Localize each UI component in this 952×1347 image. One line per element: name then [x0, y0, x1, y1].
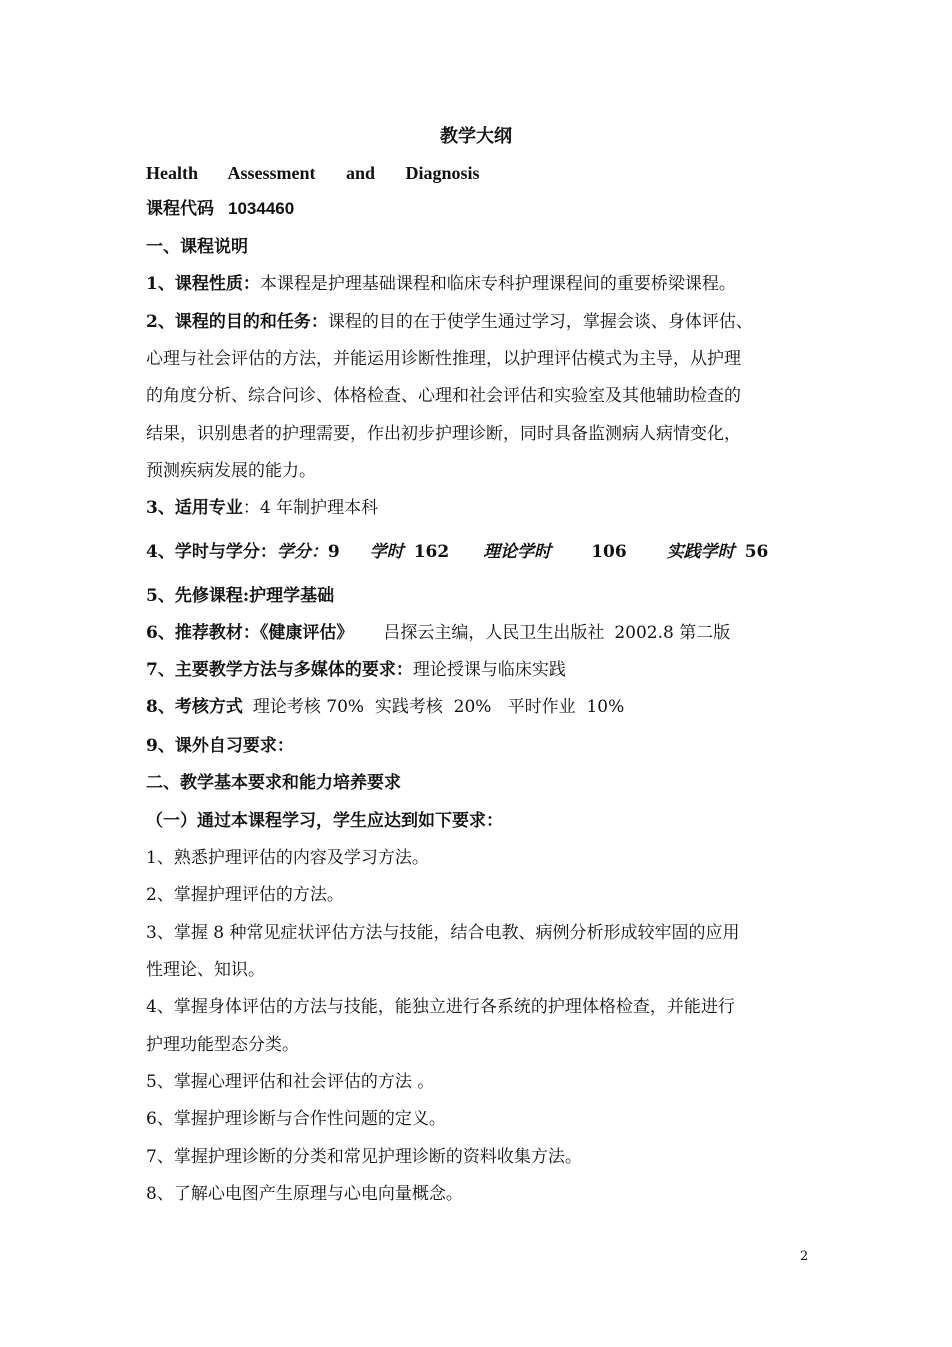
item7-label: 7、主要教学方法与多媒体的要求： — [146, 660, 413, 680]
requirement-6: 6、掌握护理诊断与合作性问题的定义。 — [146, 1109, 446, 1129]
requirement-3-line2: 性理论、知识。 — [146, 960, 265, 980]
item8-line — [146, 696, 624, 718]
practice-hours-value: 56 — [744, 542, 769, 562]
item6-text: 吕探云主编，人民卫生出版社 — [383, 623, 605, 643]
item3-text: ：4 年制护理本科 — [242, 498, 379, 518]
item8-label: 8、考核方式 — [146, 697, 243, 717]
item2-text-1: 课程的目的在于使学生通过学习，掌握会谈、身体评估、 — [327, 312, 753, 332]
item1-line — [146, 273, 736, 295]
requirement-4-line1: 4、掌握身体评估的方法与技能，能独立进行各系统的护理体格检查，并能进行 — [146, 997, 735, 1017]
item5-line: 5、先修课程:护理学基础 — [146, 586, 335, 606]
item1-label: 1、课程性质： — [146, 274, 260, 294]
item2-line5: 预测疾病发展的能力。 — [146, 461, 316, 481]
item4-line — [146, 541, 768, 563]
theory-hours-label: 理论学时 — [483, 542, 552, 562]
document-title: 教学大纲 — [440, 126, 512, 147]
english-course-title: Health Assessment and Diagnosis — [146, 163, 480, 183]
course-code-line — [146, 198, 294, 220]
item2-line3: 的角度分析、综合问诊、体格检查、心理和社会评估和实验室及其他辅助检查的 — [146, 386, 741, 406]
course-code-label: 课程代码 — [146, 199, 214, 219]
practice-hours-label: 实践学时 — [666, 542, 735, 562]
requirement-8: 8、了解心电图产生原理与心电向量概念。 — [146, 1184, 463, 1204]
course-code-value: 1034460 — [228, 199, 295, 218]
item1-text: 本课程是护理基础课程和临床专科护理课程间的重要桥梁课程。 — [259, 274, 736, 294]
item7-line — [146, 659, 566, 681]
item2-label: 2、课程的目的和任务： — [146, 312, 328, 332]
section2-heading: 二、教学基本要求和能力培养要求 — [146, 773, 401, 793]
item9-line: 9、课外自习要求： — [146, 736, 294, 756]
section1-heading: 一、课程说明 — [146, 237, 248, 257]
item3-label: 3、适用专业 — [146, 498, 243, 518]
item4-label: 4、学时与学分： — [146, 542, 277, 562]
theory-hours-value: 106 — [591, 542, 627, 562]
item8-text: 理论考核 70% 实践考核 20% 平时作业 10% — [252, 697, 625, 717]
hours-label: 学时 — [369, 542, 404, 562]
requirement-4-line2: 护理功能型态分类。 — [146, 1035, 299, 1055]
page-number: 2 — [800, 1249, 809, 1264]
item3-line — [146, 497, 378, 519]
requirement-2: 2、掌握护理评估的方法。 — [146, 885, 344, 905]
requirement-1: 1、熟悉护理评估的内容及学习方法。 — [146, 848, 429, 868]
item6-line — [146, 622, 730, 644]
item2-line4: 结果，识别患者的护理需要，作出初步护理诊断，同时具备监测病人病情变化， — [146, 424, 741, 444]
item7-text: 理论授课与临床实践 — [412, 660, 566, 680]
hours-value: 162 — [413, 542, 450, 562]
subsection1-heading: （一）通过本课程学习，学生应达到如下要求： — [146, 811, 503, 831]
requirement-7: 7、掌握护理诊断的分类和常见护理诊断的资料收集方法。 — [146, 1147, 582, 1167]
item6-edition: 2002.8 第二版 — [614, 623, 731, 643]
item6-label: 6、推荐教材：《健康评估》 — [146, 623, 354, 643]
credit-value: 9 — [327, 542, 340, 562]
requirement-3-line1: 3、掌握 8 种常见症状评估方法与技能，结合电教、病例分析形成较牢固的应用 — [146, 923, 740, 943]
item2-line2: 心理与社会评估的方法，并能运用诊断性推理，以护理评估模式为主导，从护理 — [146, 349, 741, 369]
requirement-5: 5、掌握心理评估和社会评估的方法 。 — [146, 1072, 435, 1092]
item2-line1 — [146, 311, 753, 333]
credit-label: 学分： — [276, 542, 328, 562]
